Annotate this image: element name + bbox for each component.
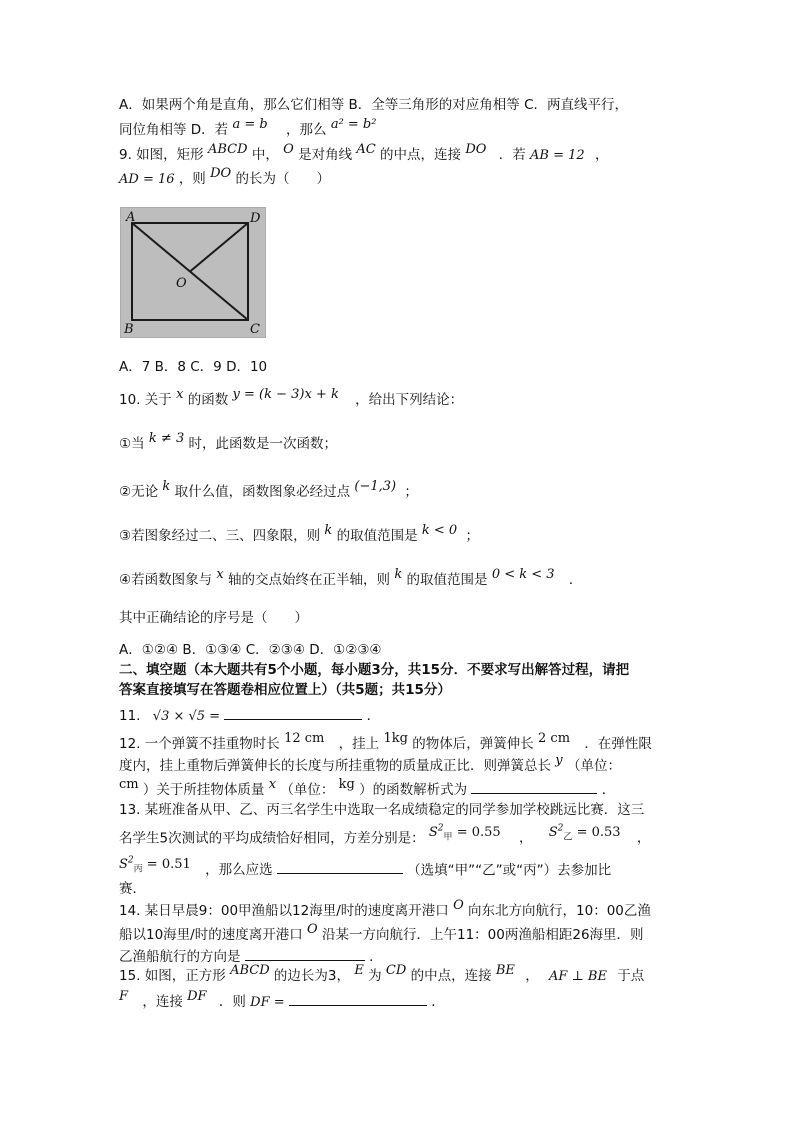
- q9-stem-line-2: [119, 166, 330, 189]
- q10-math: k: [162, 479, 171, 494]
- q11-expression: √3 × √5 =: [152, 709, 221, 724]
- q15-math: BE: [495, 963, 515, 978]
- q12-math: 12 cm: [284, 731, 325, 746]
- q10-text: ①当: [119, 436, 145, 452]
- q10-text: 轴的交点始终在正半轴，则: [228, 572, 391, 588]
- q10-point: (−1,3): [354, 479, 397, 494]
- q9-math: AC: [356, 142, 376, 157]
- q12-text: 的物体后，弹簧伸长: [412, 736, 534, 752]
- q11: [119, 705, 380, 726]
- q9-text: 中，: [251, 147, 279, 163]
- q9-text: ．若: [498, 147, 526, 163]
- q14-math: O: [307, 922, 318, 937]
- section-2-heading-line-1: 二、填空题（本大题共有5个小题，每小题3分，共15分．不要求写出解答过程，请把: [119, 662, 630, 678]
- q8-line-2: [119, 117, 377, 140]
- q15-math: F: [119, 989, 129, 1004]
- q12-answer-blank[interactable]: [471, 779, 597, 794]
- q13-line-1: 13. 某班准备从甲、乙、丙三名学生中选取一名成绩稳定的同学参加学校跳远比赛．这三: [119, 802, 645, 818]
- q10-text: 的取值范围是: [406, 572, 488, 588]
- q13-variance-yi: $S^2_乙 = 0.53$: [548, 824, 621, 843]
- q13-value: = 0.53: [576, 825, 621, 841]
- q13-variance-jia: $S^2_甲 = 0.55$: [428, 824, 501, 843]
- q10-text: ④若函数图象与: [119, 572, 213, 588]
- q15-text: 于点: [617, 968, 645, 984]
- q15-text: ，: [525, 968, 539, 984]
- q15-line-1: [119, 963, 645, 986]
- q12-line-1: [119, 731, 652, 754]
- q13-value: = 0.55: [456, 825, 501, 841]
- q10-math: k ≠ 3: [148, 431, 185, 446]
- q10-text: ；: [465, 528, 479, 544]
- q14-text: 向东北方向航行，10：00乙渔: [468, 903, 651, 919]
- q15-math: DF: [187, 989, 207, 1004]
- label-a: A: [126, 210, 136, 225]
- q12-text: 12. 一个弹簧不挂重物时长: [119, 736, 280, 752]
- q10-options: A．①②④ B．①③④ C．②③④ D．①②③④: [119, 642, 382, 658]
- q12-math: 2 cm: [538, 731, 571, 746]
- q15-text: 15. 如图，正方形: [119, 968, 226, 984]
- q14-text: 船以10海里/时的速度离开港口: [119, 927, 303, 943]
- q8-text: 同位角相等 D．若: [119, 122, 229, 138]
- q13-s: S: [548, 825, 558, 841]
- q10-math: x: [176, 387, 184, 402]
- q11-answer-blank[interactable]: [224, 705, 362, 720]
- q8-text: ，那么: [286, 122, 327, 138]
- q13-line-3: [119, 858, 611, 885]
- q14-text: 乙渔船航行的方向是: [119, 949, 241, 965]
- q9-math: AB = 12: [530, 148, 585, 163]
- q14-line-1: [119, 898, 651, 921]
- q10-text: ；: [404, 484, 418, 500]
- q10-math: k: [394, 567, 403, 582]
- q13-sub: 丙: [133, 864, 143, 875]
- q9-math: ABCD: [207, 142, 248, 157]
- q13-text: ，那么应选: [205, 862, 273, 879]
- q9-text: 的长为（ ）: [235, 171, 330, 187]
- q15-math: AF ⊥ BE: [549, 969, 607, 984]
- q15-text: ．则: [218, 994, 246, 1010]
- q13-text: ，: [518, 830, 533, 847]
- q10-text: ，给出下列结论：: [355, 392, 464, 408]
- q15-text: 的边长为3，: [273, 968, 351, 984]
- q9-math: DO: [465, 142, 487, 157]
- q10-text: 的函数: [187, 392, 229, 408]
- q13-line-4: 赛．: [119, 881, 146, 897]
- q12-text: （单位：: [566, 758, 621, 774]
- q12-text: ．在弹性限: [584, 736, 652, 752]
- q12-text: 度内，挂上重物后弹簧伸长的长度与所挂重物的质量成正比．则弹簧总长: [119, 758, 551, 774]
- q9-stem-line-1: [119, 142, 609, 165]
- q11-number: 11.: [119, 708, 141, 724]
- q10-text: 的取值范围是: [336, 528, 418, 544]
- label-d: D: [250, 211, 261, 226]
- q10-stem: [119, 387, 464, 410]
- label-b: B: [124, 322, 134, 337]
- q13-s: S: [428, 825, 438, 841]
- q8-conclusion: a² = b²: [330, 117, 377, 132]
- q14-line-2: [119, 922, 644, 945]
- q13-sub: 乙: [563, 832, 573, 843]
- q10-text: 时，此函数是一次函数；: [188, 436, 338, 452]
- q9-text: ，: [594, 147, 609, 163]
- q12-line-2: [119, 753, 621, 776]
- q12-math: 1kg: [383, 731, 408, 746]
- q9-math: AD = 16: [119, 172, 175, 187]
- q12-text: ）的函数解析式为: [359, 782, 468, 798]
- q12-text: ，挂上: [338, 736, 380, 752]
- q12-math: x: [268, 777, 277, 792]
- q14-text: ．: [369, 949, 383, 965]
- q13-text: ，: [636, 830, 651, 847]
- q10-text: 取什么值，函数图象必经过点: [174, 484, 351, 500]
- q13-line-2: [119, 826, 650, 853]
- q9-math: O: [283, 142, 294, 157]
- q12-math: kg: [338, 777, 355, 792]
- q12-line-3: [119, 779, 615, 800]
- q15-math: DF =: [250, 995, 285, 1010]
- q10-conclusion-4: [119, 567, 583, 590]
- q12-text: （单位：: [280, 782, 335, 798]
- q9-math: DO: [210, 166, 232, 181]
- q15-text: ，连接: [142, 994, 183, 1010]
- q15-answer-blank[interactable]: [289, 991, 427, 1006]
- q12-text: ．: [601, 782, 616, 798]
- q14-text: 沿某一方向航行．上午11：00两渔船相距26海里．则: [322, 927, 644, 943]
- q14-text: 14. 某日早晨9：00甲渔船以12海里/时的速度离开港口: [119, 903, 449, 919]
- q10-math: k < 0: [421, 523, 458, 538]
- q10-function: y = (k − 3)x + k: [232, 387, 339, 402]
- q13-text: （选填“甲”“乙”或“丙”）去参加比: [407, 862, 612, 879]
- q12-math: y: [555, 753, 563, 768]
- q11-text: ．: [366, 708, 381, 724]
- q13-variance-bing: $S^2_丙 = 0.51$: [119, 856, 191, 875]
- q8-line-1: A．如果两个角是直角，那么它们相等 B．全等三角形的对应角相等 C．两直线平行，: [119, 97, 629, 113]
- q10-text: ．: [568, 572, 583, 588]
- q13-text: 名学生5次测试的平均成绩恰好相同，方差分别是：: [119, 830, 425, 847]
- q9-text: 是对角线: [298, 147, 353, 163]
- q10-conclusion-2: [119, 479, 418, 502]
- section-2-heading-line-2: 答案直接填写在答题卷相应位置上）（共5题；共15分）: [119, 682, 451, 698]
- q12-math: cm: [119, 777, 139, 792]
- q10-conclusion-1: [119, 431, 338, 454]
- q14-math: O: [453, 898, 464, 913]
- q10-text: ③若图象经过二、三、四象限，则: [119, 528, 321, 544]
- label-o: O: [176, 276, 187, 291]
- q10-math: x: [216, 567, 224, 582]
- q10-ask: 其中正确结论的序号是（ ）: [119, 610, 308, 626]
- q15-math: E: [354, 963, 364, 978]
- q10-math: k: [324, 523, 333, 538]
- q15-math: CD: [385, 963, 407, 978]
- q12-text: ）关于所挂物体质量: [142, 782, 265, 798]
- q9-text: 的中点，连接: [380, 147, 462, 163]
- q13-s: S: [119, 857, 128, 873]
- q15-text: 为: [368, 968, 382, 984]
- q13-sub: 甲: [443, 832, 453, 843]
- q10-math: 0 < k < 3: [491, 567, 555, 582]
- q10-conclusion-3: [119, 523, 479, 546]
- q9-text: ，则: [178, 171, 206, 187]
- label-c: C: [250, 322, 260, 337]
- q15-text: 的中点，连接: [410, 968, 492, 984]
- q13-value: = 0.51: [146, 857, 191, 873]
- q15-text: ．: [431, 994, 445, 1010]
- q9-rectangle-figure: [120, 207, 266, 338]
- q13-answer-blank[interactable]: [277, 859, 403, 874]
- q9-text: 9. 如图，矩形: [119, 147, 204, 163]
- q9-options: A．7 B．8 C．9 D．10: [119, 359, 268, 375]
- q10-text: 10. 关于: [119, 392, 172, 408]
- q14-answer-blank[interactable]: [245, 946, 365, 961]
- q15-math: ABCD: [230, 963, 270, 978]
- q10-text: ②无论: [119, 484, 159, 500]
- q15-line-2: [119, 991, 445, 1012]
- q8-condition: a = b: [232, 117, 268, 132]
